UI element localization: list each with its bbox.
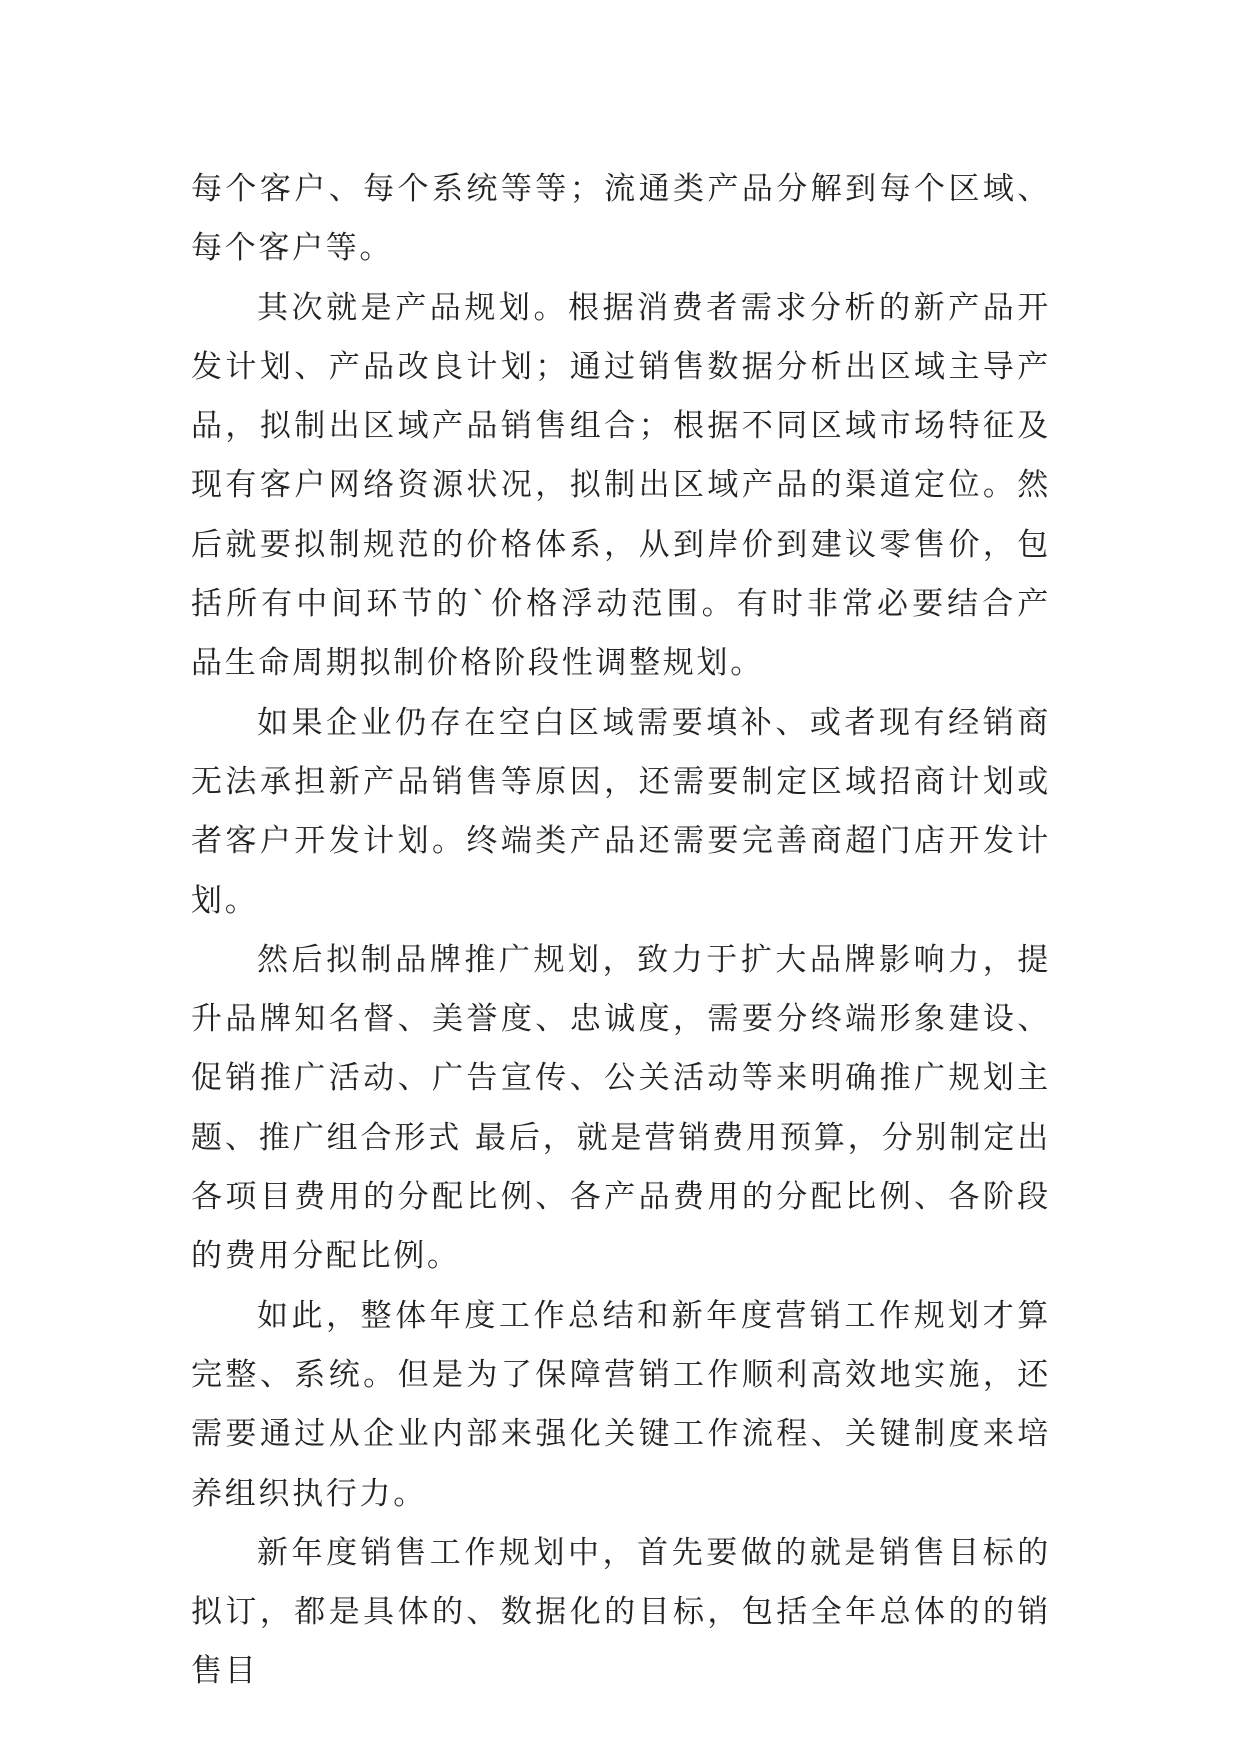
paragraph-2: 其次就是产品规划。根据消费者需求分析的新产品开发计划、产品改良计划；通过销售数据分析出区域主导产品，拟制出区域产品销售组合；根据不同区域市场特征及现有客户网络资源状况，拟制出区域产品的渠道定位。然后就要拟制规范的价格体系，从到岸价到建议零售价，包括所有中间环节的`价格浮动范围。有时非常必要结合产品生命周期拟制价格阶段性调整规划。	[191, 289, 1051, 682]
paragraph-6: 新年度销售工作规划中，首先要做的就是销售目标的拟订，都是具体的、数据化的目标，包括全年总体的的销售目	[191, 1534, 1051, 1690]
paragraph-5: 如此，整体年度工作总结和新年度营销工作规划才算完整、系统。但是为了保障营销工作顺利高效地实施，还需要通过从企业内部来强化关键工作流程、关键制度来培养组织执行力。	[191, 1297, 1051, 1512]
paragraph-4: 然后拟制品牌推广规划，致力于扩大品牌影响力，提升品牌知名督、美誉度、忠诚度，需要分终端形象建设、促销推广活动、广告宣传、公关活动等来明确推广规划主题、推广组合形式 最后，就是营销费用预算，分别制定出各项目费用的分配比例、各产品费用的分配比例、各阶段的费用分配比例。	[191, 941, 1051, 1275]
paragraph-1: 每个客户、每个系统等等；流通类产品分解到每个区域、每个客户等。	[191, 171, 1051, 267]
paragraph-3: 如果企业仍存在空白区域需要填补、或者现有经销商无法承担新产品销售等原因，还需要制定区域招商计划或者客户开发计划。终端类产品还需要完善商超门店开发计划。	[191, 704, 1051, 919]
document-body	[191, 160, 1051, 1702]
